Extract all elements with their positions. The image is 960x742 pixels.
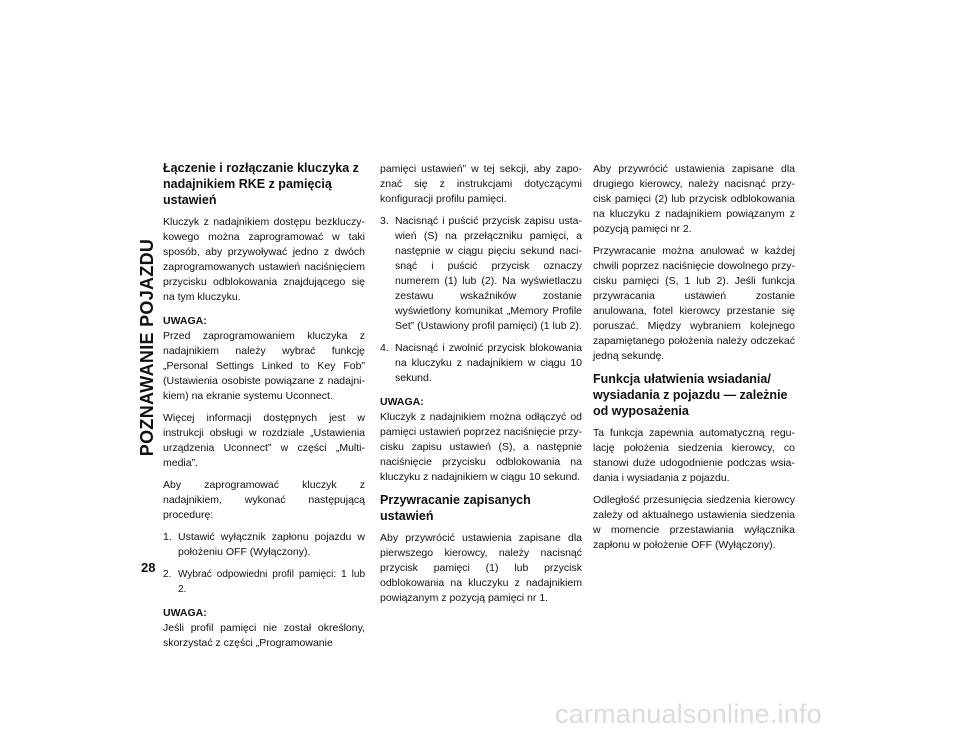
step-item (380, 341, 582, 386)
note-text: Kluczyk z nadajnikiem można odłączyć od pamięci ustawień poprzez naciśnięcie przycisku zapisu ustawień (S), a następnie naciśnięcie przycisku odblokowania na kluczyku z nadajnikiem w ciągu 10 sekund. (380, 411, 582, 483)
note-text: Przed zaprogramowaniem kluczyka z nadajnikiem należy wybrać funkcję „Personal Settings Linked to Key Fob” (Ustawienia osobiste powiązane z nadajnikiem) na ekranie systemu Uconnect. (163, 330, 365, 402)
column-2 (380, 162, 582, 613)
paragraph: Przywracanie można anulować w każdej chwili poprzez naciśnięcie dowolnego przycisku pamięci (S, 1 lub 2). Jeśli funkcja przywracania ustawień zostanie anulowana, fotel kierowcy przestanie się poruszać. Między wybraniem kolejnego zapamiętanego położenia należy odczekać jedną sekundę. (593, 245, 795, 362)
paragraph: Aby zaprogramować kluczyk z nadajnikiem, wykonać następującą procedurę: (163, 479, 365, 521)
paragraph: Ta funkcja zapewnia automatyczną regulację położenia siedzenia kierowcy, co stanowi duże udogodnienie podczas wsiadania i wysiadania z pojazdu. (593, 427, 795, 484)
step-item (380, 214, 582, 334)
step-text: Ustawić wyłącznik zapłonu pojazdu w położeniu OFF (Wyłączony). (178, 531, 365, 558)
procedure-steps (163, 530, 365, 597)
step-text: Wybrać odpowiedni profil pamięci: 1 lub 2. (178, 569, 365, 595)
step-item (163, 567, 365, 597)
note-text: Jeśli profil pamięci nie został określony, skorzystać z części „Programowanie (163, 622, 365, 649)
note-heading: UWAGA: (163, 315, 207, 327)
procedure-steps (380, 214, 582, 386)
paragraph: Kluczyk z nadajnikiem dostępu bezkluczykowego można zaprogramować w taki sposób, aby przywoływać jedno z dwóch zaprogramowanych ustawień naciśnięciem przycisku odblokowania znajdującego się na tym kluczyku. (163, 216, 365, 303)
note-heading: UWAGA: (380, 396, 424, 408)
paragraph: Odległość przesunięcia siedzenia kierowcy zależy od aktualnego ustawienia siedzenia w momencie przestawiania wyłącznika zapłonu w położenie OFF (Wyłączony). (593, 494, 795, 551)
step-number: 4. (380, 342, 389, 354)
page-number: 28 (141, 560, 156, 575)
section-heading-recall: Przywracanie zapisanych ustawień (380, 493, 531, 523)
column-1 (163, 160, 365, 658)
watermark-text: carmanualsonline.info (555, 699, 822, 729)
paragraph: Więcej informacji dostępnych jest w instrukcji obsługi w rozdziale „Ustawienia urządzenia Uconnect” w części „Multimedia”. (163, 412, 365, 469)
side-title-text: POZNAWANIE POJAZDU (137, 238, 158, 456)
section-side-title (134, 146, 162, 548)
step-text: Nacisnąć i zwolnić przycisk blokowania na kluczyku z nadajnikiem w ciągu 10 sekund. (395, 342, 582, 384)
note-heading: UWAGA: (163, 607, 207, 619)
step-item (163, 530, 365, 560)
step-number: 3. (380, 215, 389, 227)
section-heading-rke-pairing: Łączenie i rozłączanie kluczyka z nadajnikiem RKE z pamięcią ustawień (163, 161, 359, 207)
paragraph: Aby przywrócić ustawienia zapisane dla drugiego kierowcy, należy nacisnąć przycisk pamięci (2) lub przycisk odblokowania na kluczyku z nadajnikiem powiązanym z pozycją pamięci nr 2. (593, 163, 795, 235)
section-heading-easy-entry: Funkcja ułatwienia wsiadania/ wysiadania z pojazdu — zależnie od wyposażenia (593, 372, 788, 418)
column-3 (593, 162, 795, 560)
step-text: Nacisnąć i puścić przycisk zapisu ustawień (S) na przełączniku pamięci, a następnie w ciągu pięciu sekund nacisnąć i puścić przycisk oznaczy numerem (1) lub (2). Na wyświetlaczu zestawu wskaźników zostanie wyświetlony komunikat „Memory Profile Set” (Ustawiony profil pamięci) (1 lub 2). (395, 215, 582, 332)
paragraph: pamięci ustawień” w tej sekcji, aby zapoznać się z instrukcjami dotyczącymi konfiguracji profilu pamięci. (380, 163, 582, 205)
step-number: 1. (163, 531, 172, 543)
step-number: 2. (163, 569, 172, 580)
paragraph: Aby przywrócić ustawienia zapisane dla pierwszego kierowcy, należy nacisnąć przycisk pamięci (1) lub przycisk odblokowania na kluczyku z nadajnikiem powiązanym z pozycją pamięci nr 1. (380, 532, 582, 604)
